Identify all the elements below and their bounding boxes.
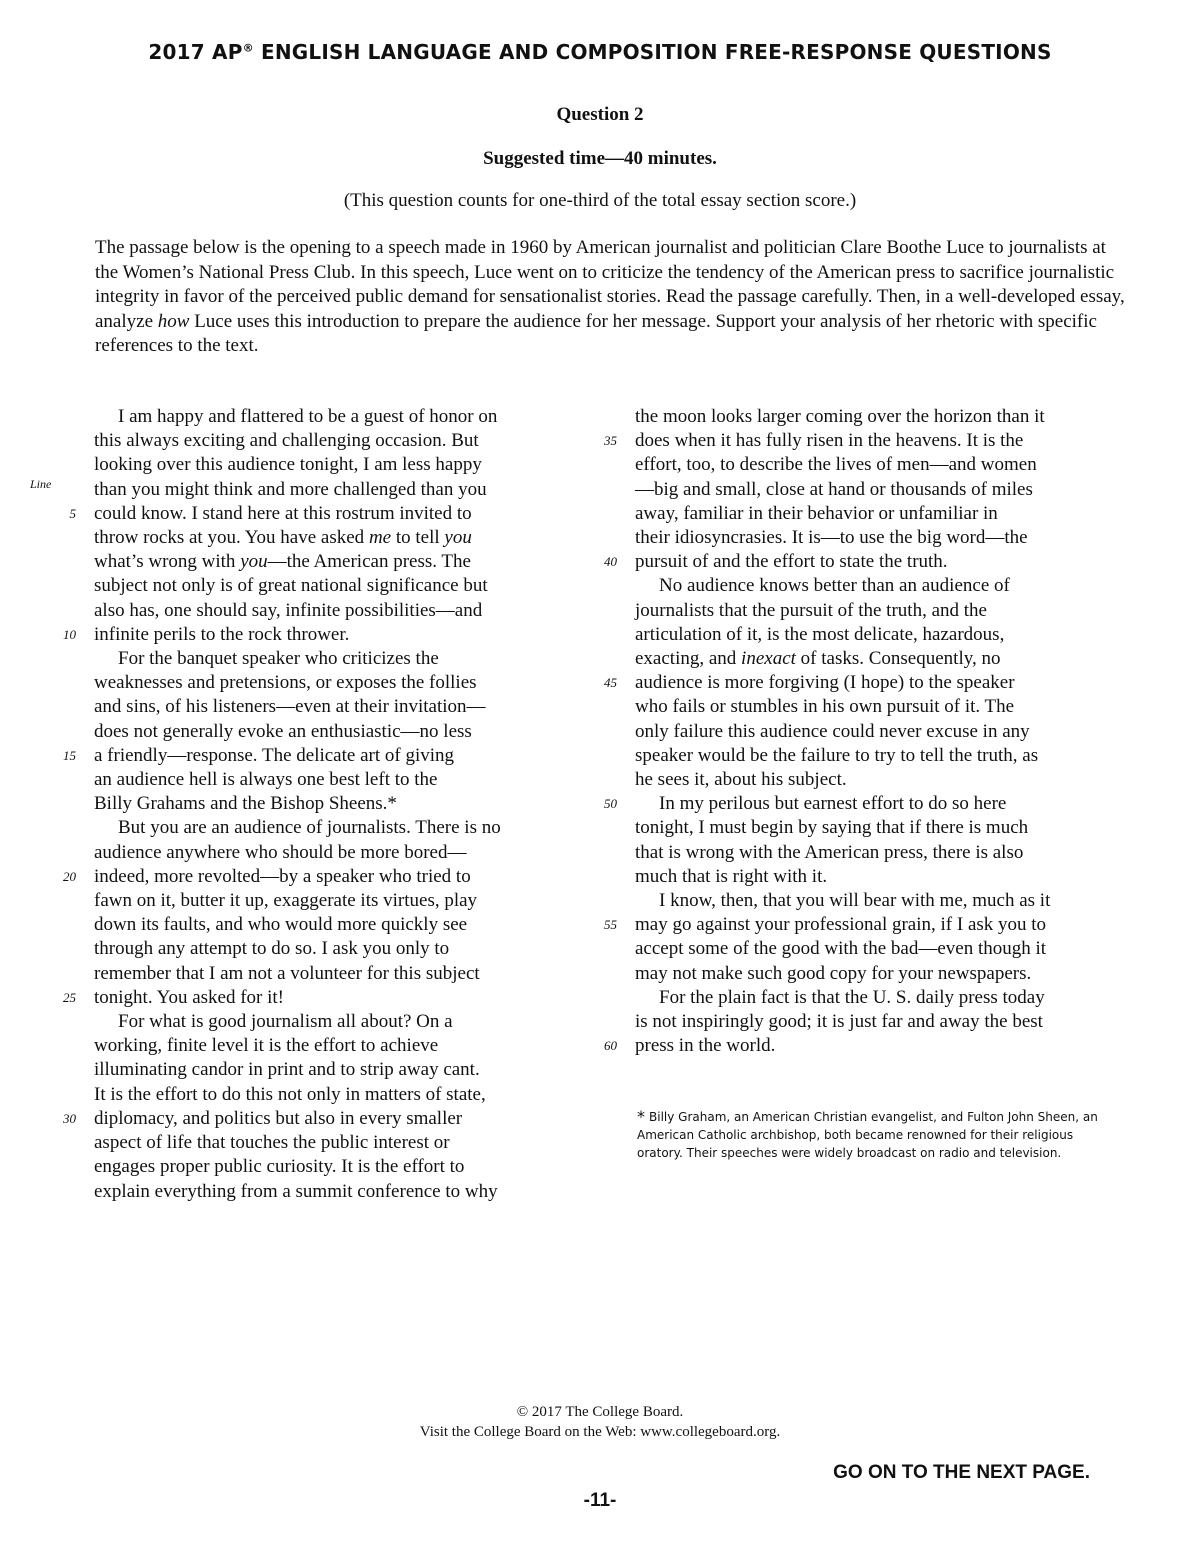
passage-line: 60 press in the world. xyxy=(635,1034,1130,1058)
passage-line: But you are an audience of journalists. There is no xyxy=(118,817,501,839)
passage-line: 15 a friendly—response. The delicate art of giving xyxy=(94,744,569,768)
passage-line: —big and small, close at hand or thousands of miles xyxy=(635,478,1033,500)
header-title-prefix: 2017 AP xyxy=(148,40,243,64)
passage-line: remember that I am not a volunteer for this subject xyxy=(94,962,480,984)
passage-column-left xyxy=(63,405,569,1204)
footnote-text: Billy Graham, an American Christian evangelist, and Fulton John Sheen, an American Catholic archbishop, both became renowned for their religious oratory. Their speeches were widely broadcast on radio and television. xyxy=(637,1110,1098,1160)
passage-line: 5 could know. I stand here at this rostrum invited to xyxy=(94,502,569,526)
passage-line: what’s wrong with you—the American press. The xyxy=(94,551,471,573)
line-number: 40 xyxy=(604,554,617,570)
passage-line: and sins, of his listeners—even at their invitation— xyxy=(94,696,486,718)
footnote xyxy=(637,1108,1112,1162)
passage-line: also has, one should say, infinite possibilities—and xyxy=(94,599,483,621)
passage-line: the moon looks larger coming over the horizon than it xyxy=(635,406,1045,427)
copyright-block xyxy=(0,1402,1200,1442)
line-number: 55 xyxy=(604,917,617,933)
line-number: 60 xyxy=(604,1038,617,1054)
passage-line: he sees it, about his subject. xyxy=(635,769,847,791)
prompt-emphasis: how xyxy=(157,310,190,332)
passage-line: I am happy and flattered to be a guest of honor on xyxy=(118,406,498,427)
copyright-notice: © 2017 The College Board. xyxy=(516,1404,684,1420)
passage-line: 45 audience is more forgiving (I hope) to the speaker xyxy=(635,671,1130,695)
passage-line: their idiosyncrasies. It is—to use the big word—the xyxy=(635,527,1028,549)
line-number: 20 xyxy=(63,868,76,884)
passage-line: this always exciting and challenging occasion. But xyxy=(94,430,479,452)
passage-line: For the plain fact is that the U. S. daily press today xyxy=(659,986,1045,1008)
passage-line: subject not only is of great national significance but xyxy=(94,575,488,597)
page-header xyxy=(0,40,1200,64)
footnote-marker: * xyxy=(637,1107,645,1126)
passage-line: explain everything from a summit conference to why xyxy=(94,1180,498,1202)
go-on-notice: GO ON TO THE NEXT PAGE. xyxy=(833,1462,1090,1483)
passage-line: away, familiar in their behavior or unfamiliar in xyxy=(635,502,998,524)
passage-line: speaker would be the failure to try to tell the truth, as xyxy=(635,744,1039,766)
passage-line: an audience hell is always one best left to the xyxy=(94,769,438,791)
passage-line: I know, then, that you will bear with me, much as it xyxy=(659,890,1051,912)
passage-line: is not inspiringly good; it is just far and away the best xyxy=(635,1011,1043,1033)
passage-line: journalists that the pursuit of the truth, and the xyxy=(635,599,987,621)
passage-line: exacting, and inexact of tasks. Consequently, no xyxy=(635,648,1001,670)
line-number: 10 xyxy=(63,626,76,642)
passage-line: through any attempt to do so. I ask you only to xyxy=(94,938,450,960)
passage-line: engages proper public curiosity. It is the effort to xyxy=(94,1156,465,1178)
website-notice: Visit the College Board on the Web: www.collegeboard.org. xyxy=(419,1424,781,1440)
passage-line: only failure this audience could never excuse in any xyxy=(635,720,1030,742)
line-number: 35 xyxy=(604,433,617,449)
passage-line: 35 does when it has fully risen in the heavens. It is the xyxy=(635,429,1130,453)
question-prompt xyxy=(95,236,1125,359)
passage-line: Billy Grahams and the Bishop Sheens.* xyxy=(94,793,397,815)
passage-line: 25 tonight. You asked for it! xyxy=(94,986,569,1010)
line-number: 45 xyxy=(604,675,617,691)
passage-line: 40 pursuit of and the effort to state the truth. xyxy=(635,550,1130,574)
suggested-time: Suggested time—40 minutes. xyxy=(483,148,717,169)
passage-line: looking over this audience tonight, I am less happy xyxy=(94,454,482,476)
passage-line: tonight, I must begin by saying that if there is much xyxy=(635,817,1029,839)
prompt-text-1: The passage below is the opening to a speech made in 1960 by American journalist and politician Clare Boothe Luce to journalists at the Women’s National Press Club. In this speech, Luce went on to criticize the tendency of the American press to sacrifice journalistic integrity in favor of the perceived public demand for sensationalist stories. Read the passage carefully. Then, in a well-developed essay, analyze xyxy=(95,237,1125,332)
passage-line: accept some of the good with the bad—even though it xyxy=(635,938,1047,960)
passage-line: fawn on it, butter it up, exaggerate its virtues, play xyxy=(94,890,478,912)
passage-line: 50 In my perilous but earnest effort to do so here xyxy=(635,792,1130,816)
passage-line: 10 infinite perils to the rock thrower. xyxy=(94,623,569,647)
passage-line: For what is good journalism all about? On a xyxy=(118,1011,453,1033)
passage-line: throw rocks at you. You have asked me to tell you xyxy=(94,527,472,549)
registered-mark: ® xyxy=(242,41,254,55)
score-weight-note: (This question counts for one-third of the total essay section score.) xyxy=(343,190,857,211)
line-number: 50 xyxy=(604,796,617,812)
passage-line: It is the effort to do this not only in matters of state, xyxy=(94,1083,486,1105)
passage-line: 55 may go against your professional grain, if I ask you to xyxy=(635,913,1130,937)
passage-line: For the banquet speaker who criticizes the xyxy=(118,648,439,670)
line-number: 30 xyxy=(63,1110,76,1126)
passage-line: articulation of it, is the most delicate, hazardous, xyxy=(635,623,1005,645)
line-number: 15 xyxy=(63,747,76,763)
passage-line: who fails or stumbles in his own pursuit of it. The xyxy=(635,696,1015,718)
header-title-suffix: ENGLISH LANGUAGE AND COMPOSITION FREE-RESPONSE QUESTIONS xyxy=(253,40,1052,64)
passage-column-right xyxy=(604,405,1130,1058)
passage-line: working, finite level it is the effort to achieve xyxy=(94,1035,439,1057)
line-number: 25 xyxy=(63,989,76,1005)
line-label: Line xyxy=(30,477,52,491)
passage-line: down its faults, and who would more quickly see xyxy=(94,914,468,936)
passage-line: much that is right with it. xyxy=(635,865,828,887)
passage-line: audience anywhere who should be more bored— xyxy=(94,841,467,863)
passage-line: aspect of life that touches the public interest or xyxy=(94,1132,450,1154)
passage-line: 20 indeed, more revolted—by a speaker who tried to xyxy=(94,865,569,889)
passage-line: No audience knows better than an audience of xyxy=(659,575,1010,597)
prompt-text-2: Luce uses this introduction to prepare the audience for her message. Support your analysis of her rhetoric with specific references to the text. xyxy=(95,310,1097,356)
question-title: Question 2 xyxy=(556,104,644,125)
passage-line: may not make such good copy for your newspapers. xyxy=(635,962,1032,984)
line-number: 5 xyxy=(69,505,76,521)
passage-line: does not generally evoke an enthusiastic—no less xyxy=(94,720,472,742)
passage-line: weaknesses and pretensions, or exposes the follies xyxy=(94,672,477,694)
passage-line: illuminating candor in print and to strip away cant. xyxy=(94,1059,480,1081)
page-number: -11- xyxy=(583,1490,617,1511)
passage-line: than you might think and more challenged than you xyxy=(94,478,487,500)
passage-line: that is wrong with the American press, there is also xyxy=(635,841,1024,863)
passage-line: effort, too, to describe the lives of men—and women xyxy=(635,454,1037,476)
passage-line: 30 diplomacy, and politics but also in every smaller xyxy=(94,1107,569,1131)
